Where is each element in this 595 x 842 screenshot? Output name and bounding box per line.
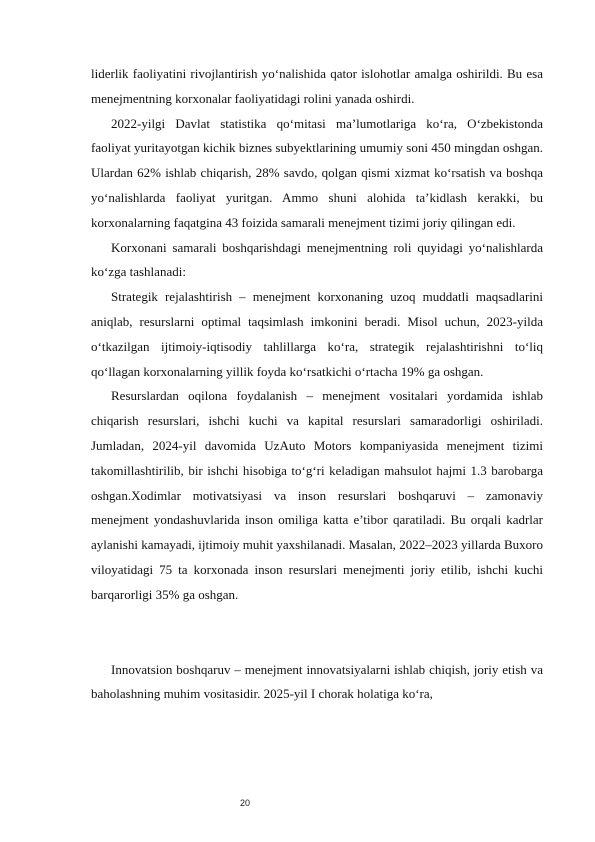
paragraph-gap — [91, 608, 543, 658]
paragraph-innovation: Innovatsion boshqaruv – menejment innovatsiyalarni ishlab chiqish, joriy etish va baholashning muhim vositasidir. 2025-yil I chorak holatiga ko‘ra, — [91, 661, 543, 702]
paragraph-resource-use: Resurslardan oqilona foydalanish – menejment vositalari yordamida ishlab chiqarish resurslari, ishchi kuchi va kapital resurslari samaradorligi oshiriladi. Jumladan, 2024-yil davomida UzAuto Motors kompaniyasida menejment tizimi takomillashtirilib, bir ishchi hisobiga to‘g‘ri keladigan mahsulot hajmi 1.3 barobarga oshgan.Xodimlar motivatsiyasi va inson resurslari boshqaruvi – zamonaviy menejment yondashuvlarida inson omiliga katta e’tibor qaratiladi. Bu orqali kadrlar aylanishi kamayadi, ijtimoiy muhit yaxshilanadi. Masalan, 2022–2023 yillarda Buxoro viloyatidagi 75 ta korxonada inson resurslari menejmenti joriy etilib, ishchi kuchi barqarorligi 35% ga oshgan. — [91, 388, 543, 602]
page-number: 20 — [240, 798, 251, 808]
paragraph-strategic-planning: Strategik rejalashtirish – menejment korxonaning uzoq muddatli maqsadlarini aniqlab, resurslarni optimal taqsimlash imkonini beradi. Misol uchun, 2023-yilda o‘tkazilgan ijtimoiy-iqtisodiy tahlillarga ko‘ra, strategik rejalashtirishni to‘liq qo‘llagan korxonalarning yillik foyda ko‘rsatkichi o‘rtacha 19% ga oshgan. — [91, 289, 543, 379]
paragraph-roles-intro: Korxonani samarali boshqarishdagi menejmentning roli quyidagi yo‘nalishlarda ko‘zga tashlanadi: — [91, 239, 543, 280]
page-body — [91, 62, 543, 707]
paragraph-statistics: 2022-yilgi Davlat statistika qo‘mitasi ma’lumotlariga ko‘ra, O‘zbekistonda faoliyat yuritayotgan kichik biznes subyektlarining umumiy soni 450 mingdan oshgan. Ulardan 62% ishlab chiqarish, 28% savdo, qolgan qismi xizmat ko‘rsatish va boshqa yo‘nalishlarda faoliyat yuritgan. Ammo shuni alohida ta’kidlash kerakki, bu korxonalarning faqatgina 43 foizida samarali menejment tizimi joriy qilingan edi. — [91, 115, 543, 230]
paragraph-continuation: liderlik faoliyatini rivojlantirish yo‘nalishida qator islohotlar amalga oshirildi. Bu esa menejmentning korxonalar faoliyatidagi rolini yanada oshirdi. — [91, 66, 543, 106]
